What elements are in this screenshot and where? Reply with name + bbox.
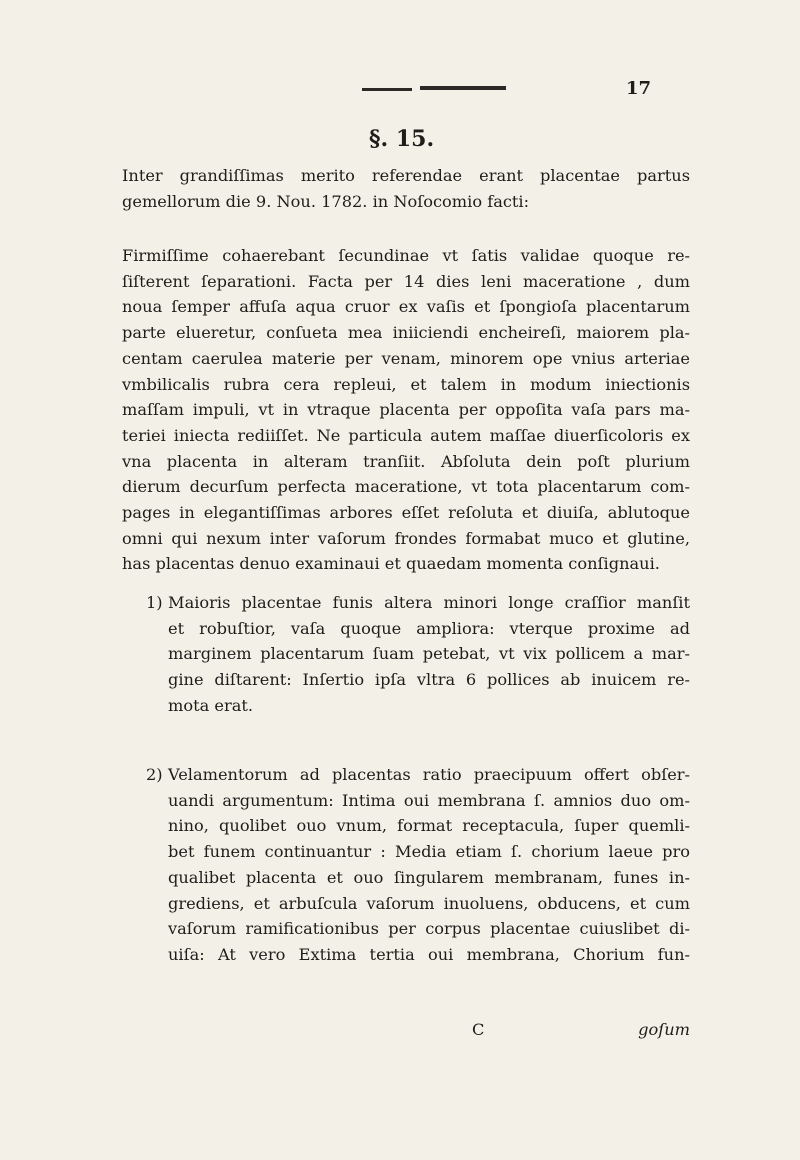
text-line: uandi argumentum: Intima oui membrana ſ. amnios duo om- [168,790,690,810]
text-line: nino, quolibet ouo vnum, format receptacula, ſuper quemli- [168,816,690,836]
item-marker: 1) [146,593,163,612]
header-rule [420,86,506,90]
text-line: et robuſtior, vaſa quoque ampliora: vterque proxime ad [168,618,690,638]
text-line: Firmiſſime cohaerebant ſecundinae vt ſatis validae quoque re- [122,246,690,265]
header-rule [362,88,412,91]
text-line: pages in elegantiſſimas arbores eſſet reſoluta et diuiſa, ablutoque [122,503,690,523]
text-line: uiſa: At vero Extima tertia oui membrana, Chorium fun- [168,944,690,964]
text-line: Maioris placentae funis altera minori longe craſſior manſit [168,593,690,612]
text-line: omni qui nexum inter vaſorum frondes formabat muco et glutine, [122,528,690,548]
numbered-item-1 [146,590,690,719]
text-line: vmbilicalis rubra cera repleui, et talem in modum iniectionis [122,374,690,394]
text-line: gemellorum die 9. Nou. 1782. in Noſocomio facti: [122,191,530,211]
numbered-item-2 [146,762,690,968]
text-line: maſſam impuli, vt in vtraque placenta per oppoſita vaſa pars ma- [122,400,690,420]
text-line: vna placenta in alteram tranſiit. Abſoluta dein poſt plurium [122,451,690,471]
text-line: noua ſemper affuſa aqua cruor ex vaſis et ſpongioſa placentarum [122,297,690,317]
page-number: 17 [626,78,652,99]
text-line: marginem placentarum ſuam petebat, vt vix pollicem a mar- [168,644,690,664]
text-line: grediens, et arbuſcula vaſorum inuoluens, obducens, et cum [168,893,690,913]
signature-mark: C [472,1020,485,1039]
text-line: bet funem continuantur : Media etiam ſ. chorium laeue pro [168,842,690,862]
text-line: dierum decurſum perfecta maceratione, vt tota placentarum com- [122,477,690,497]
catchword: goſum [638,1020,690,1039]
text-line: vaſorum ramificationibus per corpus placentae cuiuslibet di- [168,919,690,939]
text-line: has placentas denuo examinaui et quaedam momenta conſignaui. [122,554,660,574]
page-footer [168,1020,690,1039]
text-line: gine diſtarent: Inſertio ipſa vltra 6 pollices ab inuicem re- [168,670,690,690]
text-line: Inter grandiſſimas merito referendae erant placentae partus [122,166,690,185]
text-line: teriei iniecta rediiſſet. Ne particula autem maſſae diuerſicoloris ex [122,425,690,445]
text-line: Velamentorum ad placentas ratio praecipuum offert obſer- [168,765,690,784]
text-line: centam caerulea materie per venam, minorem ope vnius arteriae [122,348,690,368]
text-line: qualibet placenta et ouo ſingularem membranam, funes in- [168,867,690,887]
text-line: ſiſterent ſeparationi. Facta per 14 dies leni maceratione , dum [122,271,690,291]
section-heading: §. 15. [369,126,435,152]
text-line: mota erat. [168,695,254,715]
paragraph-main [122,243,690,577]
text-line: parte elueretur, conſueta mea iniiciendi encheireſi, maiorem pla- [122,323,690,343]
item-marker: 2) [146,765,163,784]
paragraph-intro [122,163,690,214]
